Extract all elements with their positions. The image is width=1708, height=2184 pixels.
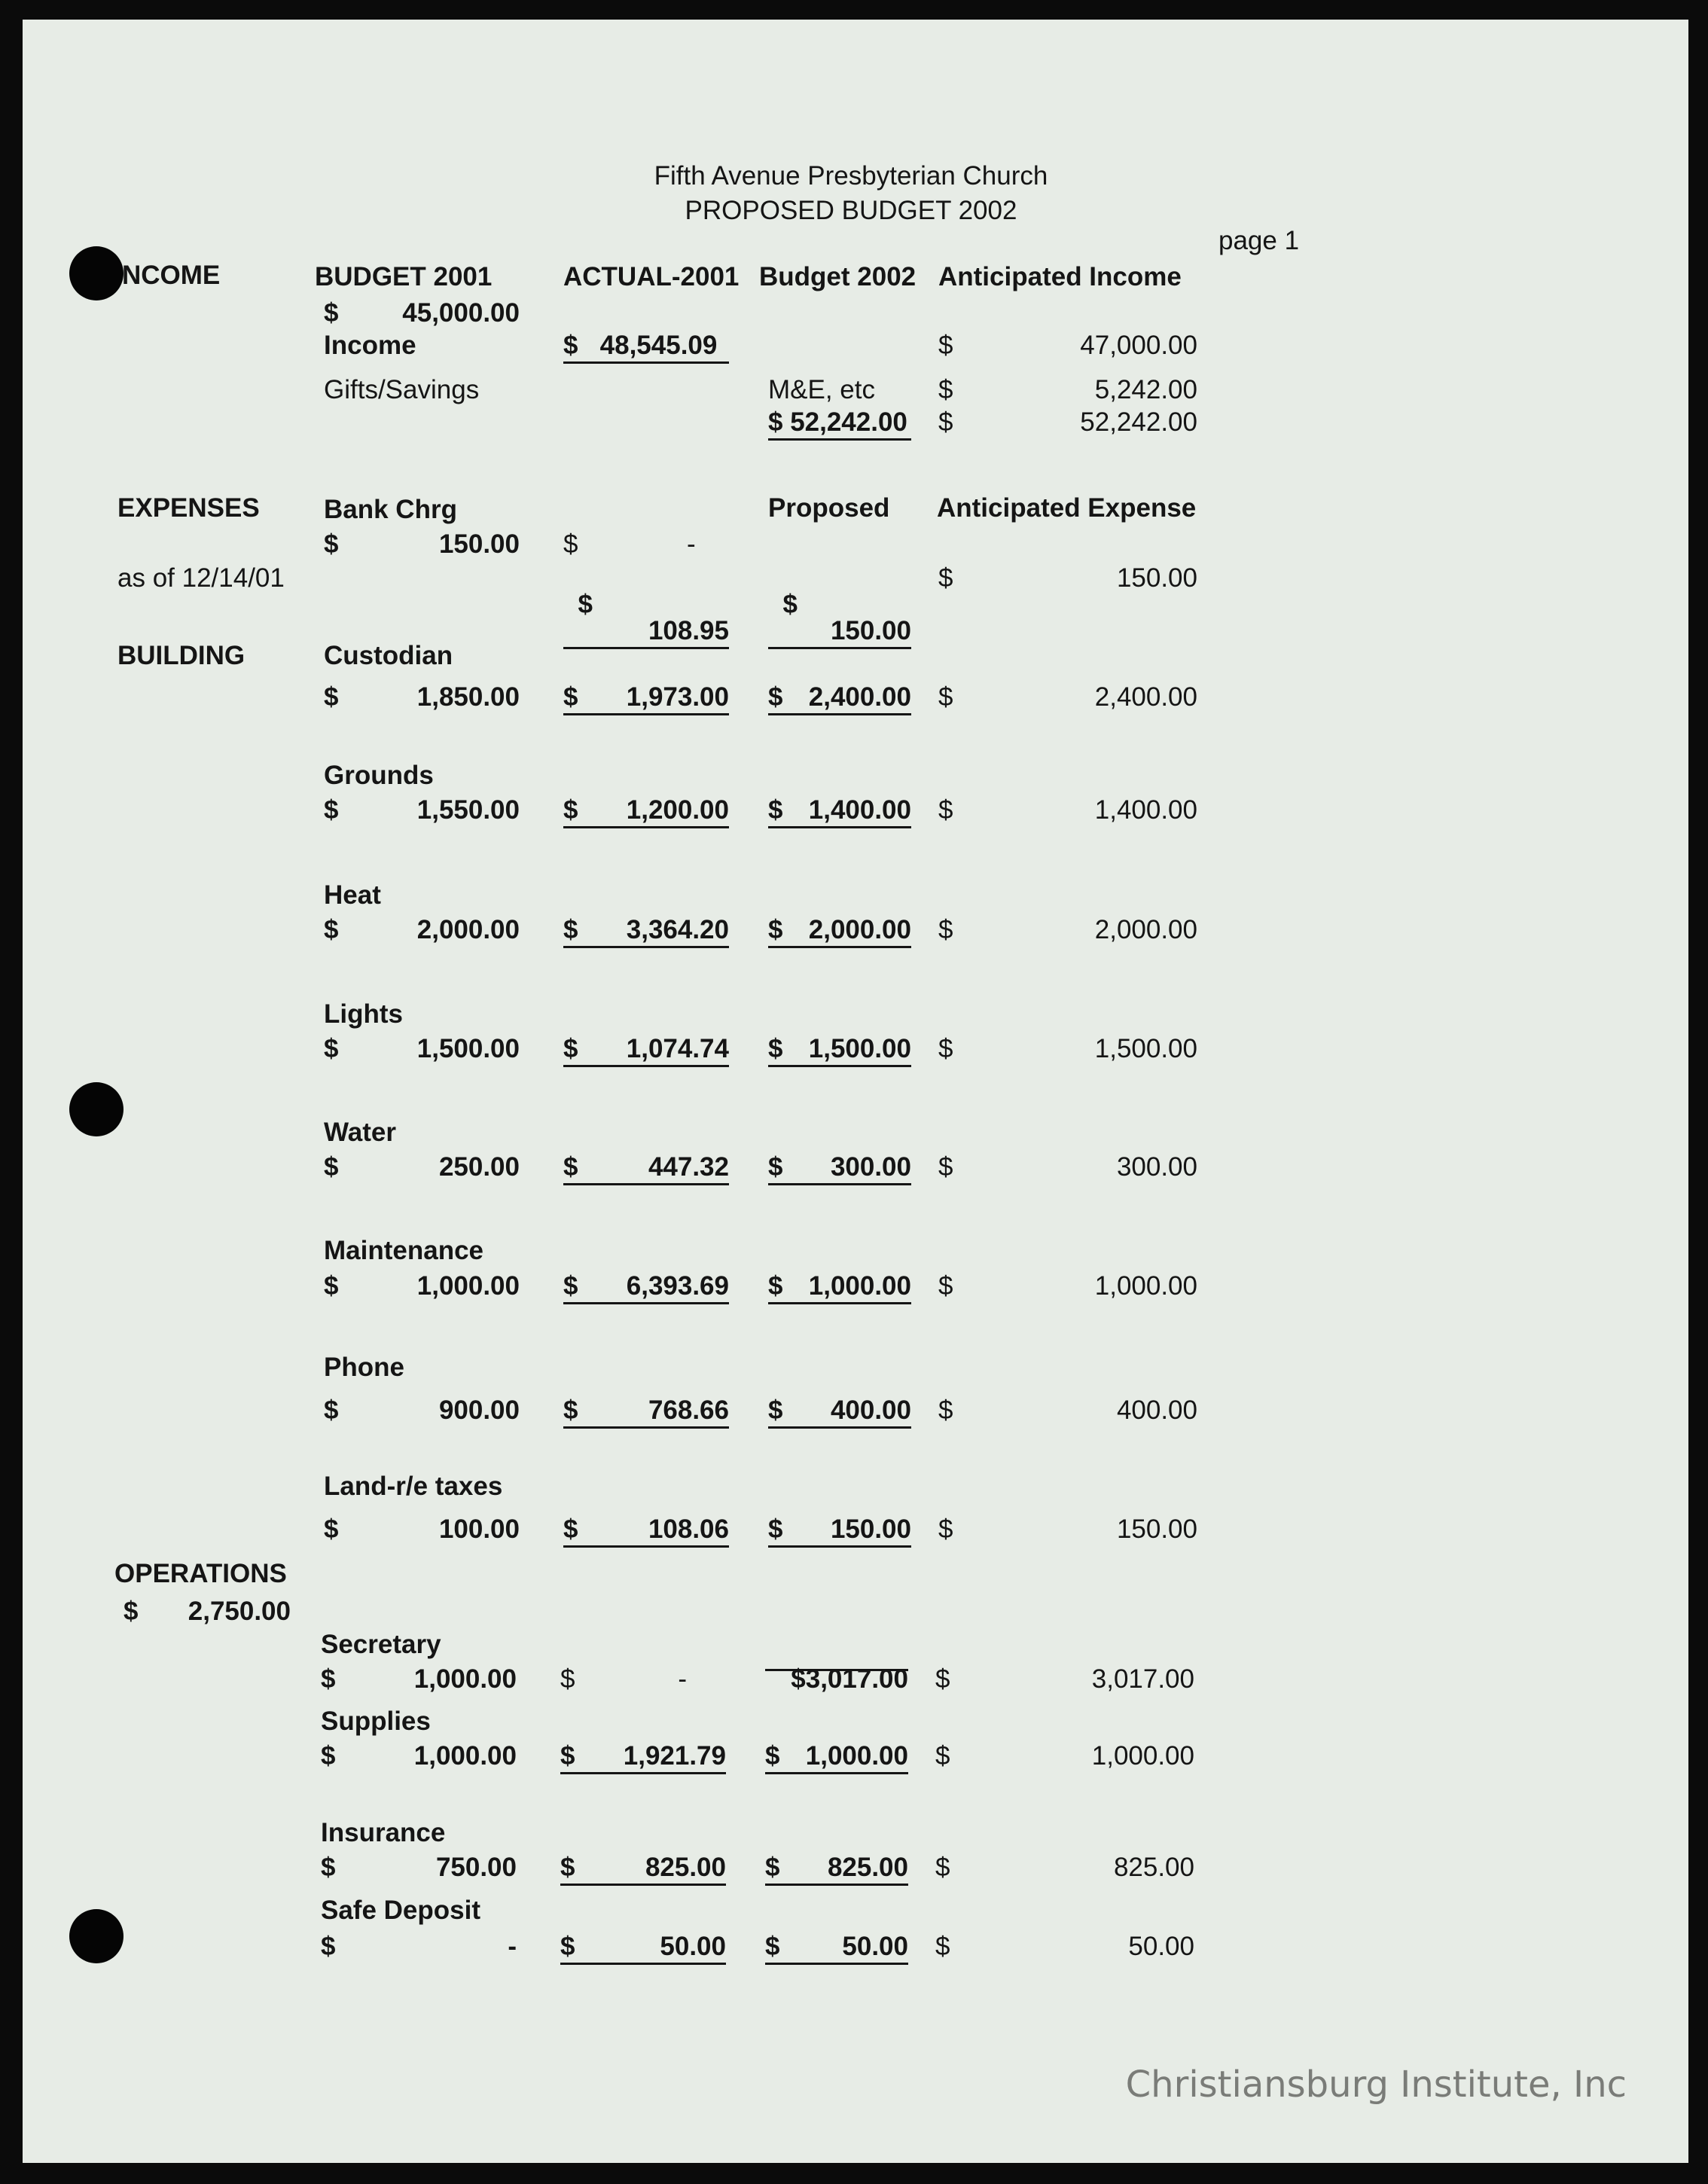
budget-2001-dollar: $ xyxy=(324,1152,339,1182)
anticipated-expense-amount: 2,400.00 xyxy=(1094,682,1197,712)
bank-budget-amount: 150.00 xyxy=(438,529,520,559)
expenses-section-label: EXPENSES xyxy=(117,493,260,523)
anticipated-expense-amount: 150.00 xyxy=(1116,1514,1197,1544)
budget-2002-amount: 50.00 xyxy=(842,1932,908,1961)
actual-2001-amount: 1,200.00 xyxy=(626,795,729,825)
budget-2001-amount: 250.00 xyxy=(438,1152,520,1182)
budget-2001-dollar: $ xyxy=(324,795,339,825)
actual-2001-amount: 1,973.00 xyxy=(626,682,729,712)
document-page xyxy=(23,20,1688,2163)
actual-2001-dollar: $ xyxy=(560,1853,575,1882)
actual-2001-cell xyxy=(560,1743,726,1774)
budget-2001-dollar: $ xyxy=(321,1664,336,1694)
line-item-label: Phone xyxy=(324,1353,404,1382)
actual-2001-cell xyxy=(560,1933,726,1965)
budget-2001-amount: 1,000.00 xyxy=(416,1271,520,1301)
gifts-anticipated-amount: 5,242.00 xyxy=(1094,375,1197,404)
line-item-label: Land-r/e taxes xyxy=(324,1472,503,1501)
total-anticipated-amount: 52,242.00 xyxy=(1080,407,1197,437)
anticipated-expense-dollar: $ xyxy=(938,795,953,825)
actual-2001-amount: 50.00 xyxy=(660,1932,726,1961)
line-item-label: Maintenance xyxy=(324,1236,483,1265)
actual-2001-dollar: $ xyxy=(563,1396,578,1425)
anticipated-expense-amount: 1,000.00 xyxy=(1094,1271,1197,1301)
budget-2002-cell xyxy=(768,1154,911,1185)
bank-anticipated-dollar: $ xyxy=(938,563,953,593)
budget-2001-amount: 1,550.00 xyxy=(416,795,520,825)
actual-2001-dollar: $ xyxy=(563,682,578,712)
line-item-label: Safe Deposit xyxy=(321,1896,480,1925)
budget-2002-cell xyxy=(768,1273,911,1304)
budget-2001-dollar: $ xyxy=(324,1396,339,1425)
actual-2001-amount: 6,393.69 xyxy=(626,1271,729,1301)
anticipated-expense-amount: 1,500.00 xyxy=(1094,1034,1197,1063)
anticipated-expense-dollar: $ xyxy=(935,1664,950,1694)
gifts-note: M&E, etc xyxy=(768,375,875,404)
line-item-label: Custodian xyxy=(324,641,453,670)
budget-2001-amount: 2,000.00 xyxy=(416,915,520,944)
col-proposed: Proposed xyxy=(768,493,890,523)
anticipated-expense-dollar: $ xyxy=(938,1396,953,1425)
actual-2001-dollar: $ xyxy=(563,1514,578,1544)
budget-2002-amount: 1,500.00 xyxy=(808,1034,911,1063)
income-budget-2001-amount: 45,000.00 xyxy=(402,298,520,328)
actual-2001-dollar: $ xyxy=(560,1741,575,1771)
budget-2002-cell xyxy=(768,1036,911,1067)
line-item-label: Heat xyxy=(324,880,381,910)
budget-2002-dollar: $ xyxy=(768,1152,783,1182)
bank-budget-dollar: $ xyxy=(324,529,339,559)
anticipated-expense-dollar: $ xyxy=(938,915,953,944)
total-anticipated-dollar: $ xyxy=(938,407,953,437)
budget-2001-amount: 1,850.00 xyxy=(416,682,520,712)
budget-2001-amount: 100.00 xyxy=(438,1514,520,1544)
actual-2001-cell xyxy=(560,1854,726,1886)
budget-2001-amount: - xyxy=(508,1932,517,1961)
budget-2002-amount: 1,400.00 xyxy=(808,795,911,825)
budget-2001-dollar: $ xyxy=(324,682,339,712)
bank-dash-dollar: $ xyxy=(563,529,578,559)
income-label: Income xyxy=(324,331,416,360)
income-total-budget-2002: $ 52,242.00 xyxy=(768,409,911,441)
anticipated-expense-dollar: $ xyxy=(938,1152,953,1182)
budget-2002-dollar: $3,017.00 xyxy=(791,1664,908,1694)
anticipated-expense-amount: 400.00 xyxy=(1116,1396,1197,1425)
budget-2002-dollar: $ xyxy=(765,1932,780,1961)
anticipated-expense-amount: 2,000.00 xyxy=(1094,915,1197,944)
budget-2002-dollar: $ xyxy=(768,795,783,825)
gifts-savings-label: Gifts/Savings xyxy=(324,375,480,404)
actual-2001-amount: 768.66 xyxy=(648,1396,729,1425)
budget-2002-amount: 1,000.00 xyxy=(805,1741,908,1771)
actual-2001-dollar: $ xyxy=(563,795,578,825)
actual-2001-cell xyxy=(563,917,729,948)
actual-2001-amount: 1,921.79 xyxy=(623,1741,726,1771)
col-budget-2002: Budget 2002 xyxy=(759,262,917,291)
anticipated-expense-dollar: $ xyxy=(935,1932,950,1961)
budget-2001-amount: 1,000.00 xyxy=(413,1664,517,1694)
col-anticipated-expense: Anticipated Expense xyxy=(937,493,1197,523)
anticipated-expense-amount: 1,400.00 xyxy=(1094,795,1197,825)
actual-2001-amount: 108.06 xyxy=(648,1514,729,1544)
actual-2001-dollar: $ xyxy=(560,1932,575,1961)
actual-2001-dollar: $ xyxy=(563,1152,578,1182)
budget-2002-cell xyxy=(765,1743,908,1774)
income-anticipated-amount: 47,000.00 xyxy=(1080,331,1197,360)
budget-2002-amount: 1,000.00 xyxy=(808,1271,911,1301)
budget-2001-dollar: $ xyxy=(321,1741,336,1771)
col-anticipated-income: Anticipated Income xyxy=(938,262,1182,291)
actual-2001-cell xyxy=(563,1397,729,1429)
anticipated-expense-amount: 50.00 xyxy=(1128,1932,1194,1961)
actual-2001-dollar: $ xyxy=(563,1271,578,1301)
budget-2002-cell xyxy=(765,1664,908,1694)
anticipated-expense-amount: 1,000.00 xyxy=(1091,1741,1194,1771)
budget-2002-dollar: $ xyxy=(765,1853,780,1882)
budget-2002-cell xyxy=(768,797,911,828)
actual-2001-dollar: $ xyxy=(563,1034,578,1063)
actual-2001-cell xyxy=(563,1036,729,1067)
budget-2002-amount: 150.00 xyxy=(830,1514,911,1544)
budget-2002-dollar: $ xyxy=(768,1034,783,1063)
budget-2001-dollar: $ xyxy=(324,915,339,944)
budget-2002-dollar: $ xyxy=(768,915,783,944)
budget-2002-amount: 2,000.00 xyxy=(808,915,911,944)
anticipated-expense-dollar: $ xyxy=(938,1034,953,1063)
page-number: page 1 xyxy=(1218,226,1300,255)
budget-2001-amount: 1,000.00 xyxy=(413,1741,517,1771)
line-item-label: Supplies xyxy=(321,1707,431,1736)
budget-2002-cell xyxy=(765,1933,908,1965)
bank-actual-dollar: $ xyxy=(578,590,593,619)
gifts-anticipated-dollar: $ xyxy=(938,375,953,404)
budget-2002-amount: 300.00 xyxy=(830,1152,911,1182)
col-budget-2001: BUDGET 2001 xyxy=(315,262,493,291)
line-item-label: Water xyxy=(324,1118,396,1147)
budget-2002-dollar: $ xyxy=(768,1514,783,1544)
anticipated-expense-dollar: $ xyxy=(938,1514,953,1544)
budget-2002-dollar: $ xyxy=(765,1741,780,1771)
budget-2001-dollar: $ xyxy=(324,1514,339,1544)
budget-2002-cell xyxy=(765,1854,908,1886)
operations-section-label: OPERATIONS xyxy=(114,1559,287,1588)
bank-dash: - xyxy=(687,529,696,559)
budget-2001-dollar: $ xyxy=(324,1271,339,1301)
budget-2001-amount: 750.00 xyxy=(435,1853,517,1882)
punch-hole-bottom xyxy=(69,1909,124,1963)
income-anticipated-dollar: $ xyxy=(938,331,953,360)
line-item-label: Secretary xyxy=(321,1630,441,1659)
anticipated-expense-dollar: $ xyxy=(935,1853,950,1882)
actual-2001-cell xyxy=(560,1666,726,1692)
watermark: Christiansburg Institute, Inc xyxy=(1125,2064,1627,2106)
operations-total-amount: 2,750.00 xyxy=(188,1597,291,1626)
budget-2001-amount: 1,500.00 xyxy=(416,1034,520,1063)
bank-charge-label: Bank Chrg xyxy=(324,495,457,524)
bank-proposed-dollar: $ xyxy=(782,590,798,619)
punch-hole-top xyxy=(69,246,124,300)
bank-actual-cell xyxy=(563,565,729,649)
budget-2002-cell xyxy=(768,917,911,948)
anticipated-expense-dollar: $ xyxy=(935,1741,950,1771)
budget-2002-dollar: $ xyxy=(768,682,783,712)
actual-2001-dollar: $ xyxy=(560,1664,575,1694)
actual-2001-amount: 825.00 xyxy=(645,1853,726,1882)
income-actual-2001: $ 48,545.09 xyxy=(563,332,729,364)
actual-2001-cell xyxy=(563,1154,729,1185)
income-section-label: NCOME xyxy=(122,261,221,290)
bank-anticipated-amount: 150.00 xyxy=(1116,563,1197,593)
budget-2001-dollar: $ xyxy=(321,1853,336,1882)
actual-2001-cell xyxy=(563,797,729,828)
line-item-label: Lights xyxy=(324,999,403,1029)
anticipated-expense-amount: 3,017.00 xyxy=(1091,1664,1194,1694)
budget-2002-amount: 400.00 xyxy=(830,1396,911,1425)
budget-2002-cell xyxy=(768,1516,911,1548)
anticipated-expense-amount: 825.00 xyxy=(1113,1853,1194,1882)
operations-total-dollar: $ xyxy=(124,1597,139,1626)
budget-2001-dollar: $ xyxy=(324,1034,339,1063)
budget-2001-amount: 900.00 xyxy=(438,1396,520,1425)
budget-2002-amount: 2,400.00 xyxy=(808,682,911,712)
budget-2002-amount: 825.00 xyxy=(827,1853,908,1882)
expenses-as-of-date: as of 12/14/01 xyxy=(117,563,285,593)
anticipated-expense-dollar: $ xyxy=(938,682,953,712)
budget-2002-cell xyxy=(768,1397,911,1429)
bank-proposed-amount: 150.00 xyxy=(830,616,911,645)
actual-2001-cell xyxy=(563,1273,729,1304)
bank-actual-amount: 108.95 xyxy=(648,616,729,645)
actual-2001-amount: 447.32 xyxy=(648,1152,729,1182)
building-section-label: BUILDING xyxy=(117,641,246,670)
page-title: PROPOSED BUDGET 2002 xyxy=(685,196,1017,225)
budget-2002-dollar: $ xyxy=(768,1396,783,1425)
actual-2001-amount: 3,364.20 xyxy=(626,915,729,944)
budget-2002-dollar: $ xyxy=(768,1271,783,1301)
actual-2001-dollar: $ xyxy=(563,915,578,944)
actual-2001-amount: 1,074.74 xyxy=(626,1034,729,1063)
col-actual-2001: ACTUAL-2001 xyxy=(563,262,740,291)
anticipated-expense-amount: 300.00 xyxy=(1116,1152,1197,1182)
income-budget-dollar: $ xyxy=(324,298,339,328)
actual-2001-amount: - xyxy=(678,1664,687,1694)
actual-2001-cell xyxy=(563,1516,729,1548)
line-item-label: Insurance xyxy=(321,1818,446,1847)
budget-2001-dollar: $ xyxy=(321,1932,336,1961)
org-name: Fifth Avenue Presbyterian Church xyxy=(654,161,1048,191)
line-item-label: Grounds xyxy=(324,761,434,790)
budget-2002-cell xyxy=(768,684,911,715)
actual-2001-cell xyxy=(563,684,729,715)
punch-hole-middle xyxy=(69,1082,124,1136)
anticipated-expense-dollar: $ xyxy=(938,1271,953,1301)
bank-proposed-cell xyxy=(768,565,911,649)
